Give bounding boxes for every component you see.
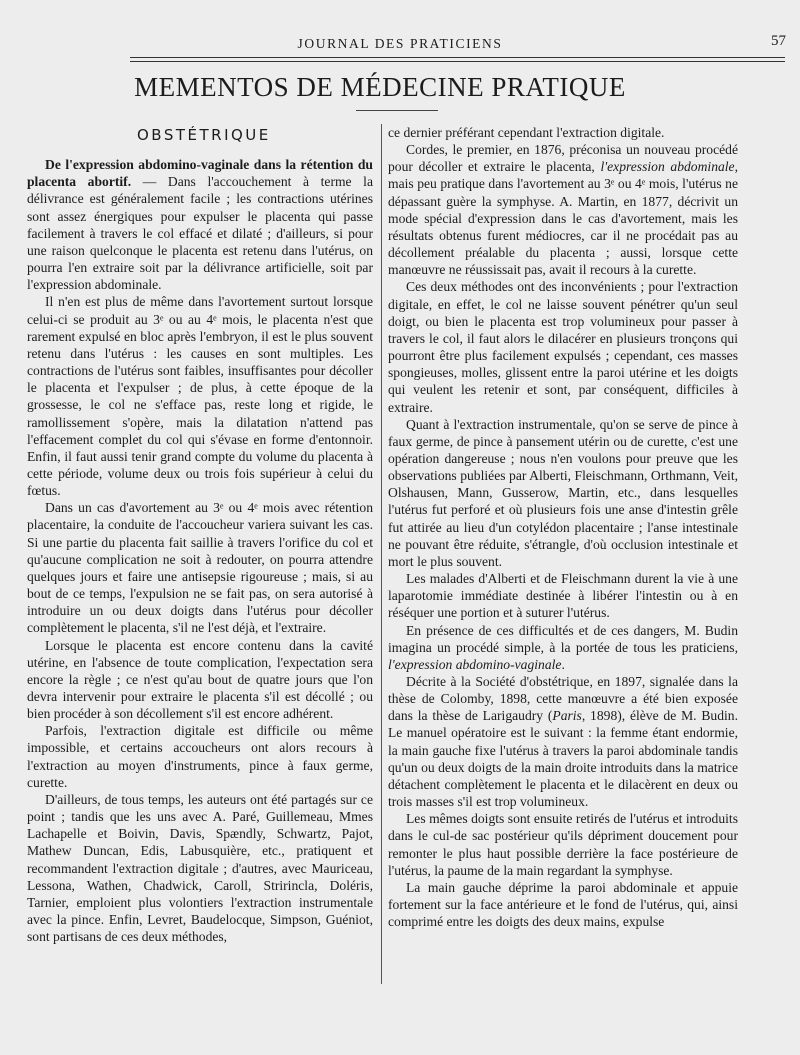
- page-title: MEMENTOS DE MÉDECINE PRATIQUE: [134, 72, 626, 102]
- italic-term: l'expression abdominale: [600, 159, 735, 175]
- italic-term: l'expression abdomino-vaginale: [388, 656, 562, 672]
- paragraph-text: — Dans l'accouchement à terme la délivrance est généralement facile ; les contractions utérines sont assez énergiques pour expulser le placenta qui passe facilement à travers le col effacé et dilaté ; d'ailleurs, si pour une raison quelconque le placenta est retenu dans l'utérus, on pourra l'en extraire soit par la délivrance artificielle, soit par l'expression abdominale.: [27, 174, 373, 293]
- paragraph-text: En présence de ces difficultés et de ces dangers, M. Budin imagina un procédé simple, à la portée de tous les praticiens,: [388, 622, 738, 655]
- paragraph-text: , mais peu pratique dans l'avortement au 3ᵉ ou 4ᵉ mois, l'utérus ne dépassant guère la symphyse. A. Martin, en 1877, décrivit un mode spécial d'expression dans le cas d'avortement, mais les résultats obtenus furent médiocres, car il ne procédait pas au décollement préalable du placenta ; aussi, lorsque cette manœuvre ne réussissait pas, avait il recours à la curette.: [388, 159, 739, 278]
- paragraph: [27, 156, 373, 293]
- paragraph-text: Décrite à la Société d'obstétrique, en 1897, signalée dans la thèse de Colomby, 1898, cette manœuvre a été bien exposée dans la thèse de Larigaudry (: [388, 674, 738, 724]
- paragraph: Lorsque le placenta est encore contenu dans la cavité utérine, en l'absence de toute complication, l'expectation sera encore la règle ; ce n'est qu'au bout de quatre jours que l'on devra intervenir pour extraire le placenta s'il est décollé ; ou bien procéder à son décollement s'il est encore adhérent.: [27, 637, 373, 722]
- paragraph: Ces deux méthodes ont des inconvénients ; pour l'extraction digitale, en effet, le col ne laisse souvent pénétrer qu'un seul doigt, ou bien le placenta est trop volumineux pour passer à travers le col, il faut alors le dilacérer en plusieurs tronçons qui pourront être plus facilement expulsés ; cependant, ces masses spongieuses, molles, glissent entre la paroi utérine et les doigts qui veulent les retenir et sont, par conséquent, difficiles à extraire.: [388, 279, 738, 415]
- section-heading: OBSTÉTRIQUE: [137, 126, 271, 144]
- italic-term: Paris: [552, 708, 582, 724]
- paragraph: [388, 622, 738, 673]
- paragraph: Les mêmes doigts sont ensuite retirés de l'utérus et introduits dans le cul-de sac postérieur qu'ils dépriment doucement pour remonter le plus haut possible derrière la face postérieure de l'utérus, la paume de la main regardant la symphyse.: [388, 811, 738, 878]
- page-number: 57: [771, 33, 786, 49]
- column-divider: [381, 124, 382, 984]
- paragraph: Dans un cas d'avortement au 3ᵉ ou 4ᵉ mois avec rétention placentaire, la conduite de l'accoucheur variera suivant les cas. Si une partie du placenta fait saillie à travers l'orifice du col et qu'aucune complication ne soit à redouter, on pourra attendre quelques jours et faire une antisepsie rigoureuse ; mais, si au bout de ce temps, l'expulsion ne se fait pas, on sera autorisé à introduire un ou deux doigts dans l'utérus pour décoller complètement le placenta, s'il ne l'est déjà, et l'extraire.: [27, 500, 373, 636]
- paragraph-text: Cordes, le premier, en 1876, préconisa un nouveau procédé pour décoller et extraire le placenta,: [388, 142, 738, 175]
- paragraph: [388, 673, 738, 810]
- paragraph-text: .: [561, 656, 565, 672]
- left-column: [27, 124, 373, 945]
- paragraph: ce dernier préférant cependant l'extraction digitale.: [388, 125, 665, 140]
- paragraph: [388, 141, 738, 278]
- running-title: JOURNAL DES PRATICIENS: [297, 36, 503, 51]
- paragraph: Quant à l'extraction instrumentale, qu'on se serve de pince à faux germe, de pince à pansement utérin ou de curette, c'est une opération dangereuse ; nous n'en voulons pour preuve que les observations publiées par Alberti, Fleischmann, Orthmann, Veit, Olshausen, Mann, Gusserow, Martin, etc., dans lesquelles l'utérus fut perforé et où plusieurs fois une anse d'intestin grêle fut attirée au lieu d'un cotylédon placentaire ; l'anse intestinale ne pouvant être réduite, s'étrangle, d'où occlusion intestinale et mort le plus souvent.: [388, 416, 738, 569]
- right-column: [388, 124, 738, 930]
- article-heading: De l'expression abdomino-vaginale dans la rétention du placenta abortif.: [27, 157, 373, 190]
- paragraph: Il n'en est plus de même dans l'avortement surtout lorsque celui-ci se produit au 3ᵉ ou au 4ᵉ mois, le placenta n'est que rarement expulsé en bloc après l'embryon, il est le plus souvent retenu dans l'utérus : les causes en sont multiples. Les contractions de l'utérus sont faibles, insuffisantes pour décoller le placenta et l'expulser ; de plus, à cette époque de la grossesse, le col ne s'efface pas, reste long et rigide, le ramollissement s'opère, mais la dilatation n'attend pas l'effacement complet du col qui s'évase en forme d'entonnoir. Enfin, il faut aussi tenir grand compte du volume du placenta à cette période, volume deux ou trois fois supérieur à celui du fœtus.: [27, 294, 373, 499]
- header-rule-top: [130, 57, 785, 58]
- paragraph: La main gauche déprime la paroi abdominale et appuie fortement sur la face antérieure et le fond de l'utérus, qui, ainsi comprimé entre les doigts des deux mains, expulse: [388, 879, 738, 930]
- paragraph: Parfois, l'extraction digitale est difficile ou même impossible, et certains accoucheurs ont alors recours à l'extraction au moyen d'instruments, pince à faux germe, curette.: [27, 723, 373, 790]
- paragraph: D'ailleurs, de tous temps, les auteurs ont été partagés sur ce point ; tandis que les uns avec A. Paré, Guillemeau, Mmes Lachapelle et Boivin, Davis, Spændly, Schwartz, Pajot, Mathew Duncan, Edis, Labusquière, etc., pratiquent et recommandent l'extraction digitale ; d'autres, avec Mauriceau, Lessona, Wathen, Chadwick, Caroll, Stririncla, Doléris, Tarnier, emploient plus volontiers l'extraction instrumentale avec la pince. Enfin, Levret, Baudelocque, Simpson, Guéniot, sont partisans de ces deux méthodes,: [27, 791, 373, 945]
- header-rule-bottom: [130, 61, 785, 62]
- paragraph: Les malades d'Alberti et de Fleischmann durent la vie à une laparotomie immédiate destinée à libérer l'intestin ou à en réséquer une portion et à suturer l'utérus.: [388, 571, 738, 621]
- title-underline: [356, 110, 438, 111]
- paragraph-text: , 1898), élève de M. Budin. Le manuel opératoire est le suivant : la femme étant endormie, la main gauche fixe l'utérus à travers la paroi abdominale tandis qu'un ou deux doigts de la main droite introduits dans la matrice détachent complètement le placenta et le dilacèrent en deux ou trois masses s'il est trop volumineux.: [388, 708, 738, 810]
